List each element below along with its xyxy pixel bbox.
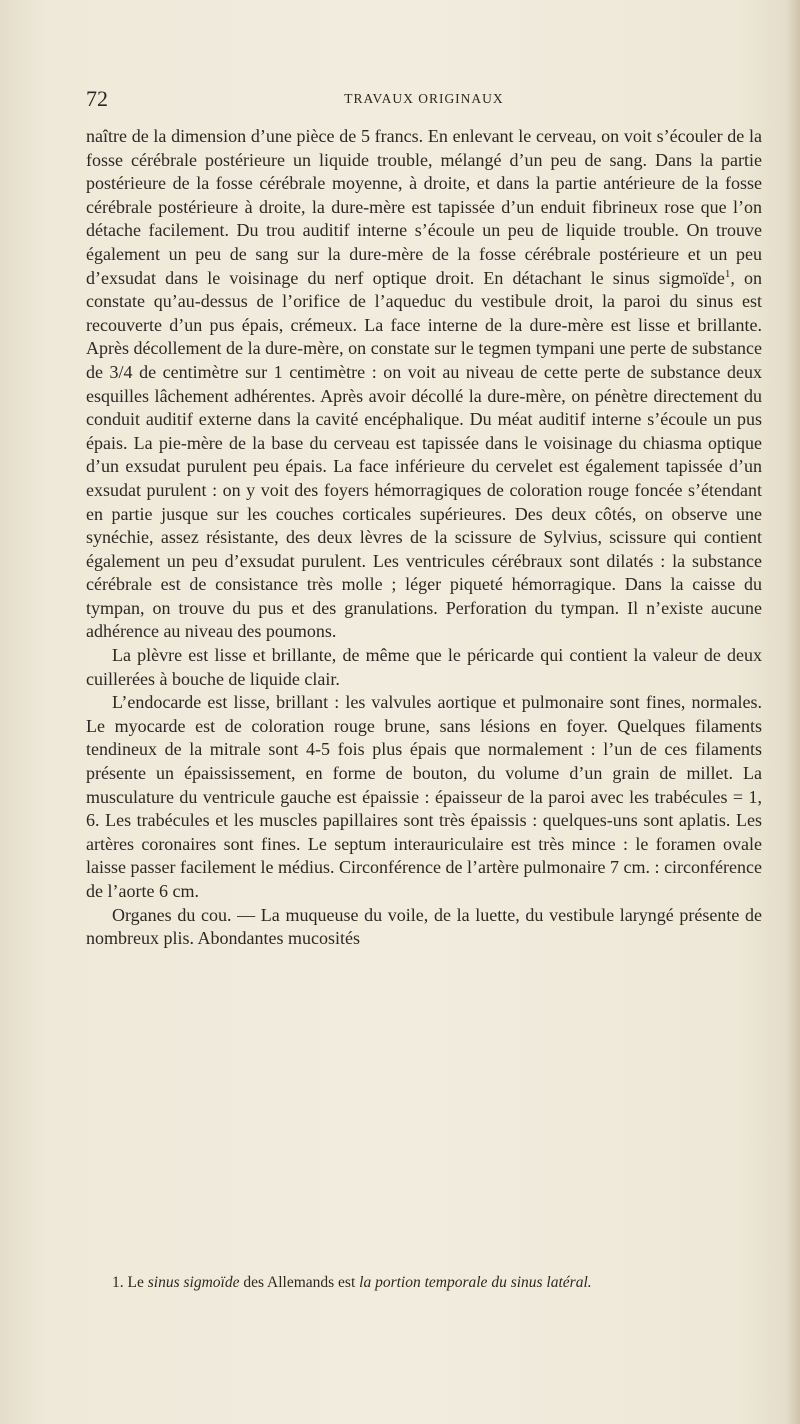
paragraph-autopsy-brain-part-1: naître de la dimension d’une pièce de 5 francs. En enlevant le cerveau, on voit s’écouler de la fosse cérébrale postérieure un liquide trouble, mélangé d’un peu de sang. Dans la partie postérieure de la fosse cérébrale moyenne, à droite, et dans la partie antérieure de la fosse cérébrale postérieure à droite, la dure-mère est tapissée d’un enduit fibrineux rose que l’on détache facilement. Du trou auditif interne s’écoule un peu de liquide trouble. On trouve également un peu de sang sur la dure-mère de la fosse cérébrale postérieure et un peu d’exsudat dans le voisinage du nerf optique droit. En détachant le sinus sigmoïde [86, 126, 762, 288]
page-number: 72 [86, 86, 108, 111]
footnote-number: 1. [112, 1274, 124, 1291]
paragraph-neck-organs: Organes du cou. — La muqueuse du voile, de la luette, du vestibule laryngé présente de nombreux plis. Abondantes mucosités [86, 904, 762, 949]
paragraph-autopsy-brain-part-2: , on constate qu’au-dessus de l’orifice de l’aqueduc du vestibule droit, la paroi du sinus est recouverte d’un pus épais, crémeux. La face interne de la dure-mère est lisse et brillante. Après décollement de la dure-mère, on constate sur le tegmen tympani une perte de substance de 3/4 de centimètre sur 1 centimètre : on voit au niveau de cette perte de substance deux esquilles lâchement adhérentes. Après avoir décollé la dure-mère, on pénètre directement du conduit auditif externe dans la cavité encéphalique. Du méat auditif interne s’écoule un pus épais. La pie-mère de la base du cerveau est tapissée dans le voisinage du chiasma optique d’un exsudat purulent peu épais. La face inférieure du cervelet est également tapissée d’un exsudat purulent : on y voit des foyers hémorragiques de coloration rouge foncée s’étendant en partie jusque sur les couches corticales supérieures. Des deux côtés, on observe une synéchie, assez résistante, des deux lèvres de la scissure de Sylvius, scissure qui contient également un peu d’exsudat purulent. Les ventricules cérébraux sont dilatés : la substance cérébrale est de consistance très molle ; léger piqueté hémorragique. Dans la caisse du tympan, on trouve du pus et des granulations. Perforation du tympan. Il n’existe aucune adhérence au niveau des poumons. [86, 267, 762, 642]
footnote-definition: la portion temporale du sinus latéral. [359, 1274, 592, 1291]
paragraph-autopsy-brain [86, 125, 762, 644]
footnote-term: sinus sigmoïde [147, 1274, 240, 1291]
page-edge-shadow [786, 0, 800, 1424]
footnote-text-a: Le [127, 1274, 144, 1291]
footnote-text-b: des Allemands est [243, 1274, 356, 1291]
paragraph-pleura: La plèvre est lisse et brillante, de même que le péricarde qui contient la valeur de deux cuillerées à bouche de liquide clair. [86, 645, 762, 689]
running-head [86, 86, 762, 112]
body-text [86, 125, 762, 951]
paragraph-heart: L’endocarde est lisse, brillant : les valvules aortique et pulmonaire sont fines, normales. Le myocarde est de coloration rouge brune, sans lésions en foyer. Quelques filaments tendineux de la mitrale sont 4-5 fois plus épais que normalement : l’un de ces filaments présente un épaississement, en forme de bouton, du volume d’un grain de millet. La musculature du ventricule gauche est épaissie : épaisseur de la paroi avec les trabécules = 1, 6. Les trabécules et les muscles papillaires sont très épaissis : quelques-uns sont aplatis. Les artères coronaires sont fines. Le septum interauriculaire est très mince : le foramen ovale laisse passer facilement le médius. Circonférence de l’artère pulmonaire 7 cm. : circonférence de l’aorte 6 cm. [86, 692, 762, 901]
footnote-reference: 1 [724, 267, 731, 280]
footnote [86, 1272, 762, 1293]
footnote-text [86, 1272, 762, 1293]
running-title: TRAVAUX ORIGINAUX [344, 91, 504, 106]
